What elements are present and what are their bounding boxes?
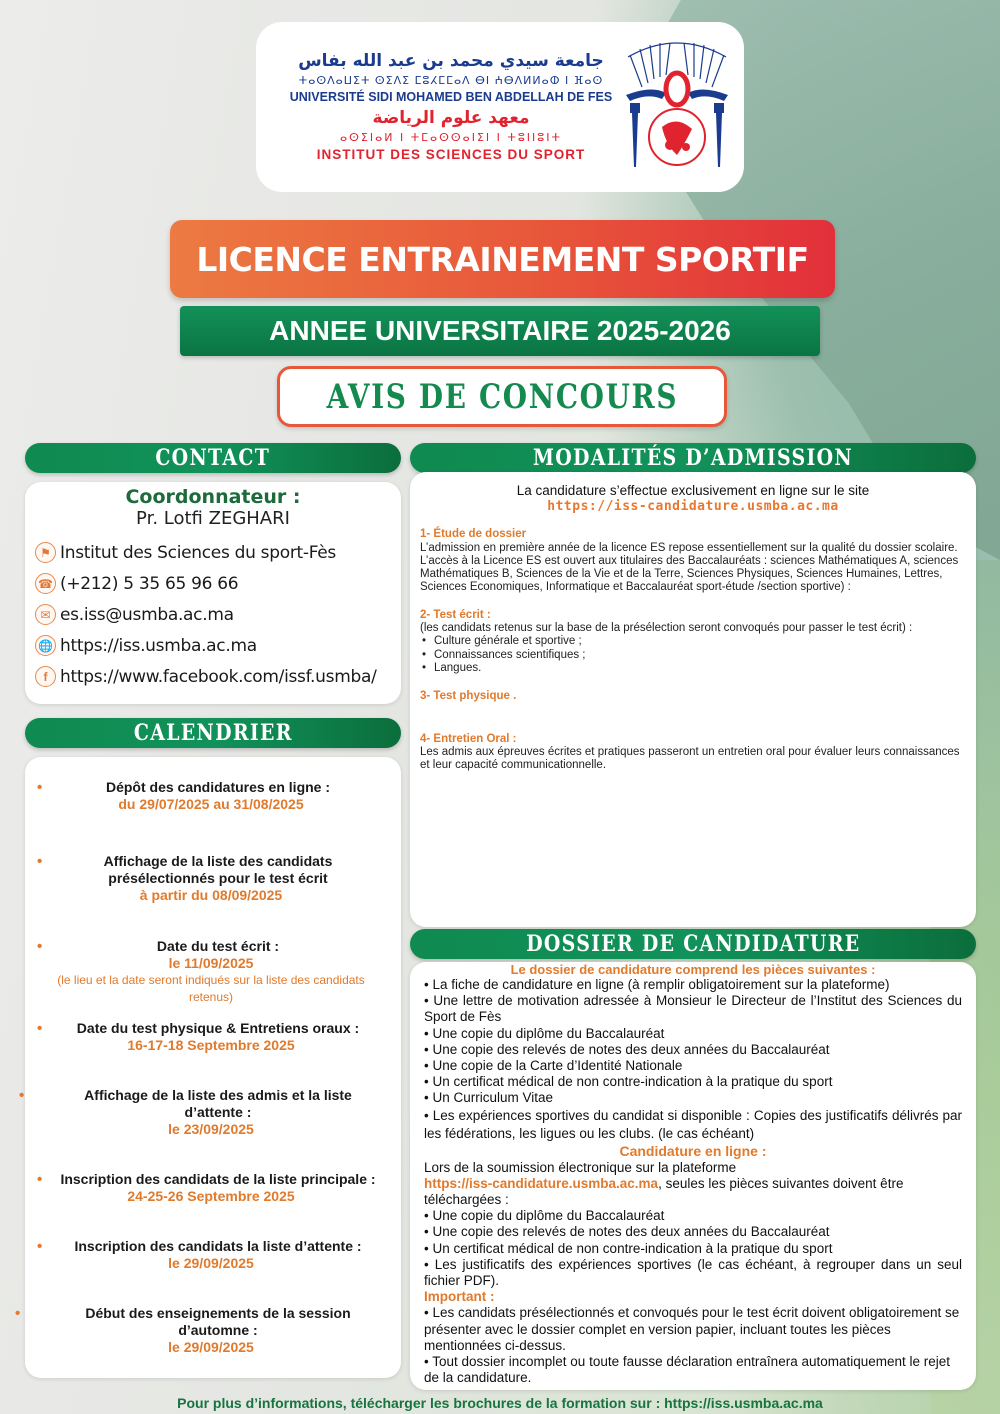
- application-file-card: [410, 962, 976, 1390]
- calendar-item-label: Début des enseignements de la session d’automne :: [85, 1305, 351, 1338]
- program-title-banner: [170, 220, 835, 298]
- step2-intro: (les candidats retenus sur la base de la présélection seront convoqués pour passer le test écrit) :: [420, 622, 913, 635]
- university-emblem-icon: [622, 37, 732, 177]
- calendar-item-label: Affichage de la liste des admis et la liste d’attente :: [84, 1087, 352, 1120]
- calendar-item-label: Inscription des candidats de la liste principale :: [60, 1171, 376, 1187]
- calendar-item-date: du 29/07/2025 au 31/08/2025: [118, 796, 304, 812]
- bullet-icon: •: [37, 1171, 43, 1188]
- step2-title: 2- Test écrit :: [420, 608, 491, 621]
- globe-icon: 🌐: [35, 635, 56, 656]
- contact-facebook[interactable]: [35, 661, 391, 692]
- coordinator-title: Coordonnateur :: [125, 486, 301, 508]
- calendar-section-header: [25, 718, 401, 748]
- admission-section-header: [410, 443, 976, 473]
- step1-paragraph: L’accès à la Licence ES est ouvert aux titulaires des Baccalauréats : sciences Mathématiques A, sciences Mathématiques B, Sciences de la Vie et de la Terre, Sciences Physiques, Sciences Humaines, Lettres, Sciences Economiques, Informatique et Baccalauréat sport-étude /section sportive) :: [420, 554, 959, 594]
- list-item: • Langues.: [420, 662, 966, 675]
- calendar-item: [15, 1305, 387, 1356]
- upload-item: • Les justificatifs des expériences sportives (le cas échéant, à regrouper dans un seul fichier PDF).: [424, 1256, 962, 1289]
- institute-name-french: INSTITUT DES SCIENCES DU SPORT: [316, 146, 586, 162]
- bullet-icon: •: [15, 1305, 21, 1322]
- list-item: • Culture générale et sportive ;: [420, 635, 966, 648]
- admission-intro: La candidature s’effectue exclusivement en ligne sur le site: [516, 483, 870, 498]
- header-logo-card: [256, 22, 744, 192]
- document-item: • Une copie de la Carte d’Identité Nationale: [424, 1058, 683, 1074]
- institute-name-arabic: معهد علوم الرياضة: [372, 107, 530, 128]
- step3-title: 3- Test physique .: [420, 690, 517, 703]
- email-icon: ✉: [35, 604, 56, 625]
- contact-card: [25, 482, 401, 704]
- document-item: • Une lettre de motivation adressée à Monsieur le Directeur de l’Institut des Sciences du Sport de Fès: [424, 993, 962, 1025]
- calendar-item-date: le 11/09/2025: [168, 955, 254, 971]
- calendar-item: [35, 1020, 387, 1054]
- bullet-icon: •: [37, 853, 43, 870]
- step4-title: 4- Entretien Oral :: [420, 732, 517, 745]
- document-item: • Une copie du diplôme du Baccalauréat: [424, 1025, 665, 1041]
- institution-name: [286, 53, 616, 161]
- phone-icon: ☎: [35, 573, 56, 594]
- document-item: • Une copie des relevés de notes des deux années du Baccalauréat: [424, 1041, 830, 1057]
- online-application-heading: Candidature en ligne :: [619, 1142, 767, 1159]
- admission-card: [410, 472, 976, 927]
- document-item: • Les expériences sportives du candidat si disponible : Copies des justificatifs délivrés par les fédérations, les ligues ou les clubs. (le cas échéant): [424, 1107, 962, 1141]
- calendar-item-label: Dépôt des candidatures en ligne :: [105, 779, 331, 795]
- calendar-item-date: le 29/09/2025: [168, 1339, 254, 1355]
- calendar-item-date: le 29/09/2025: [168, 1255, 254, 1271]
- footer-note: Pour plus d’informations, télécharger les brochures de la formation sur : https://iss.usmba.ac.ma: [177, 1395, 823, 1411]
- address-text: Institut des Sciences du sport-Fès: [60, 542, 336, 563]
- facebook-link[interactable]: https://www.facebook.com/issf.usmba/: [60, 666, 377, 687]
- calendar-item: [35, 938, 387, 1006]
- academic-year: ANNEE UNIVERSITAIRE 2025-2026: [269, 315, 731, 346]
- upload-item: • Une copie des relevés de notes des deux années du Baccalauréat: [424, 1224, 830, 1240]
- step1-paragraph: L’admission en première année de la licence ES repose essentiellement sur la qualité du dossier scolaire.: [420, 541, 958, 554]
- calendar-item: [35, 1171, 387, 1205]
- calendar-item-label: Date du test physique & Entretiens oraux :: [76, 1020, 360, 1036]
- phone-text[interactable]: (+212) 5 35 65 96 66: [60, 573, 239, 594]
- academic-year-banner: [180, 306, 820, 356]
- upload-item: • Un certificat médical de non contre-indication à la pratique du sport: [424, 1240, 833, 1256]
- notice-banner: [277, 366, 727, 427]
- calendar-item-label: Affichage de la liste des candidats présélectionnés pour le test écrit: [103, 853, 333, 886]
- calendar-item: [19, 1087, 387, 1138]
- step2-list: [420, 635, 966, 675]
- calendar-item-note: (le lieu et la date seront indiqués sur la liste des candidats retenus): [57, 973, 365, 1004]
- important-item: • Les candidats présélectionnés et convoqués pour le test écrit doivent obligatoirement se présenter avec le dossier complet en version papier, incluant toutes les pièces mentionnées ci-dessus.: [424, 1305, 960, 1353]
- website-link[interactable]: https://iss.usmba.ac.ma: [60, 635, 257, 656]
- calendar-item-date: 24-25-26 Septembre 2025: [127, 1188, 295, 1204]
- calendar-item-date: à partir du 08/09/2025: [139, 887, 283, 903]
- calendar-heading: CALENDRIER: [133, 720, 293, 746]
- university-name-french: UNIVERSITÉ SIDI MOHAMED BEN ABDELLAH DE FES: [289, 90, 613, 104]
- program-title: LICENCE ENTRAINEMENT SPORTIF: [196, 239, 809, 279]
- document-item: • La fiche de candidature en ligne (à remplir obligatoirement sur la plateforme): [424, 977, 890, 992]
- contact-website[interactable]: [35, 630, 391, 661]
- bullet-icon: •: [37, 779, 43, 796]
- online-intro-continued: , seules les pièces suivantes doivent être téléchargées :: [424, 1175, 904, 1208]
- bullet-icon: •: [37, 938, 43, 955]
- notice-title: AVIS DE CONCOURS: [326, 376, 678, 417]
- application-file-section-header: [410, 929, 976, 959]
- online-intro: Lors de la soumission électronique sur la plateforme: [424, 1159, 737, 1175]
- calendar-item-date: 16-17-18 Septembre 2025: [127, 1037, 295, 1053]
- bullet-icon: •: [19, 1087, 25, 1104]
- email-link[interactable]: es.iss@usmba.ac.ma: [60, 604, 234, 625]
- application-file-subtitle: Le dossier de candidature comprend les pièces suivantes :: [510, 962, 876, 977]
- document-item: • Un certificat médical de non contre-indication à la pratique du sport: [424, 1074, 833, 1090]
- contact-section-header: [25, 443, 401, 473]
- bullet-icon: •: [37, 1238, 43, 1255]
- step1-title: 1- Étude de dossier: [420, 528, 527, 541]
- important-label: Important :: [424, 1289, 495, 1305]
- calendar-item: [35, 853, 387, 904]
- contact-heading: CONTACT: [155, 445, 271, 471]
- contact-address: [35, 537, 391, 568]
- important-item: • Tout dossier incomplet ou toute fausse déclaration entraînera automatiquement le rejet de la candidature.: [424, 1354, 951, 1386]
- contact-email[interactable]: [35, 599, 391, 630]
- platform-link[interactable]: https://iss-candidature.usmba.ac.ma: [424, 1175, 659, 1191]
- upload-item: • Une copie du diplôme du Baccalauréat: [424, 1208, 665, 1224]
- online-application-text: [424, 1160, 962, 1209]
- calendar-item: [35, 779, 387, 813]
- application-file-heading: DOSSIER DE CANDIDATURE: [525, 931, 861, 957]
- calendar-item: [35, 1238, 387, 1272]
- coordinator-name: Pr. Lotfi ZEGHARI: [136, 508, 290, 529]
- list-item: • Connaissances scientifiques ;: [420, 649, 966, 662]
- facebook-icon: f: [35, 666, 56, 687]
- location-icon: ⚑: [35, 542, 56, 563]
- university-name-arabic: جامعة سيدي محمد بن عبد الله بفاس: [298, 51, 604, 71]
- calendar-item-label: Inscription des candidats la liste d’attente :: [74, 1238, 362, 1254]
- contact-phone[interactable]: [35, 568, 391, 599]
- calendar-item-label: Date du test écrit :: [156, 938, 280, 954]
- university-name-tifinagh: ⵜⴰⵙⴷⴰⵡⵉⵜ ⵙⵉⴷⵉ ⵎⵓⵃⵎⵎⴰⴷ ⴱⵏ ⵄⴱⴷⵍⵍⴰⵀ ⵏ ⴼⴰⵙ: [298, 74, 604, 87]
- admission-heading: MODALITÉS D’ADMISSION: [533, 445, 853, 471]
- document-item: • Un Curriculum Vitae: [424, 1090, 554, 1106]
- step4-paragraph: Les admis aux épreuves écrites et pratiques passeront un entretien oral pour évaluer leurs connaissances et leur capacité communicationnelle.: [420, 745, 960, 772]
- application-site-link[interactable]: https://iss-candidature.usmba.ac.ma: [547, 499, 839, 514]
- bullet-icon: •: [37, 1020, 43, 1037]
- calendar-item-date: le 23/09/2025: [168, 1121, 254, 1137]
- calendar-card: [15, 757, 401, 1378]
- institute-name-tifinagh: ⴰⵙⵉⵏⴰⵍ ⵏ ⵜⵎⴰⵙⵙⴰⵏⵉⵏ ⵏ ⵜⵓⵏⵏⵓⵏⵜ: [340, 130, 562, 144]
